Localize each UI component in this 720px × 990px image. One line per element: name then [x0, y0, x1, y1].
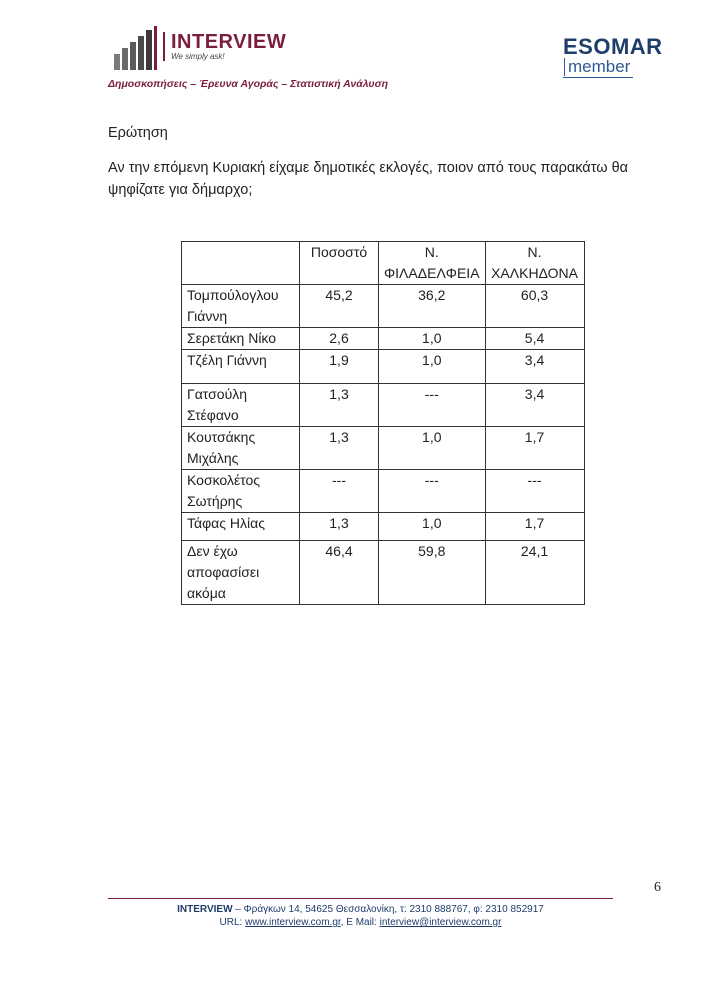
footer-divider: [108, 898, 613, 899]
table-row: [182, 541, 585, 605]
footer-address-line: [108, 903, 613, 916]
table-row: [182, 328, 585, 350]
table-row: [182, 285, 585, 328]
value-cell: 36,2: [379, 285, 486, 328]
value-cell: 1,9: [300, 350, 379, 384]
header-cell-empty: [182, 242, 300, 285]
value-cell: 1,3: [300, 384, 379, 427]
value-cell: 3,4: [485, 384, 584, 427]
table-row: [182, 427, 585, 470]
page-number: 6: [654, 880, 661, 895]
candidate-name: Γατσούλη Στέφανο: [182, 384, 300, 427]
question-text: Αν την επόμενη Κυριακή είχαμε δημοτικές εκλογές, ποιον από τους παρακάτω θα ψηφίζατε για δήμαρχο;: [108, 160, 629, 198]
value-cell: 1,3: [300, 427, 379, 470]
value-cell: 1,0: [379, 350, 486, 384]
page-footer: [108, 903, 613, 929]
brand-name: INTERVIEW: [171, 31, 287, 53]
value-cell: 5,4: [485, 328, 584, 350]
brand-slogan: We simply ask!: [171, 52, 225, 61]
value-cell: ---: [379, 384, 486, 427]
candidate-name: Κοσκολέτος Σωτήρης: [182, 470, 300, 513]
value-cell: 2,6: [300, 328, 379, 350]
brand-text: [163, 32, 286, 61]
table-row: [182, 513, 585, 541]
footer-email-label: , E Mail:: [340, 917, 380, 928]
table-row: [182, 384, 585, 427]
candidate-name: Δεν έχω αποφασίσει ακόμα: [182, 541, 300, 605]
value-cell: 1,7: [485, 427, 584, 470]
footer-url-label: URL:: [219, 917, 246, 928]
email-link[interactable]: interview@interview.com.gr: [379, 917, 502, 928]
value-cell: ---: [379, 470, 486, 513]
candidate-name: Σερετάκη Νίκο: [182, 328, 300, 350]
company-tagline: Δημοσκοπήσεις – Έρευνα Αγοράς – Στατιστική Ανάλυση: [108, 78, 388, 90]
value-cell: 1,0: [379, 427, 486, 470]
value-cell: 45,2: [300, 285, 379, 328]
interview-logo-block: [108, 26, 398, 90]
esomar-member-label: member: [564, 58, 634, 76]
value-cell: ---: [300, 470, 379, 513]
value-cell: 3,4: [485, 350, 584, 384]
esomar-name: ESOMAR: [563, 34, 663, 59]
candidate-name: Τομπούλογλου Γιάννη: [182, 285, 300, 328]
table-header-row: [182, 242, 585, 285]
candidate-name: Τζέλη Γιάννη: [182, 350, 300, 384]
candidate-name: Κουτσάκης Μιχάλης: [182, 427, 300, 470]
value-cell: 1,0: [379, 513, 486, 541]
header-cell-n-chalkidona: Ν. ΧΑΛΚΗΔΟΝΑ: [485, 242, 584, 285]
results-table: [181, 241, 585, 605]
value-cell: ---: [485, 470, 584, 513]
esomar-logo: [563, 36, 663, 78]
candidate-name: Τάφας Ηλίας: [182, 513, 300, 541]
question-label: Ερώτηση: [108, 125, 168, 141]
value-cell: 1,0: [379, 328, 486, 350]
footer-contact-line: [108, 916, 613, 929]
header-cell-n-filadelfeia: Ν. ΦΙΛΑΔΕΛΦΕΙΑ: [379, 242, 486, 285]
footer-company: INTERVIEW: [177, 904, 233, 915]
esomar-underline: [563, 77, 633, 78]
table-row: [182, 470, 585, 513]
header-cell-percentage: Ποσοστό: [300, 242, 379, 285]
value-cell: 1,3: [300, 513, 379, 541]
footer-address: – Φράγκων 14, 54625 Θεσσαλονίκη, τ: 2310 888767, φ: 2310 852917: [232, 904, 544, 915]
value-cell: 60,3: [485, 285, 584, 328]
value-cell: 59,8: [379, 541, 486, 605]
value-cell: 24,1: [485, 541, 584, 605]
table-row: [182, 350, 585, 384]
value-cell: 1,7: [485, 513, 584, 541]
bar-graph-logo-icon: [114, 26, 157, 70]
value-cell: 46,4: [300, 541, 379, 605]
interview-logo: [114, 26, 398, 70]
website-link[interactable]: www.interview.com.gr: [245, 917, 341, 928]
